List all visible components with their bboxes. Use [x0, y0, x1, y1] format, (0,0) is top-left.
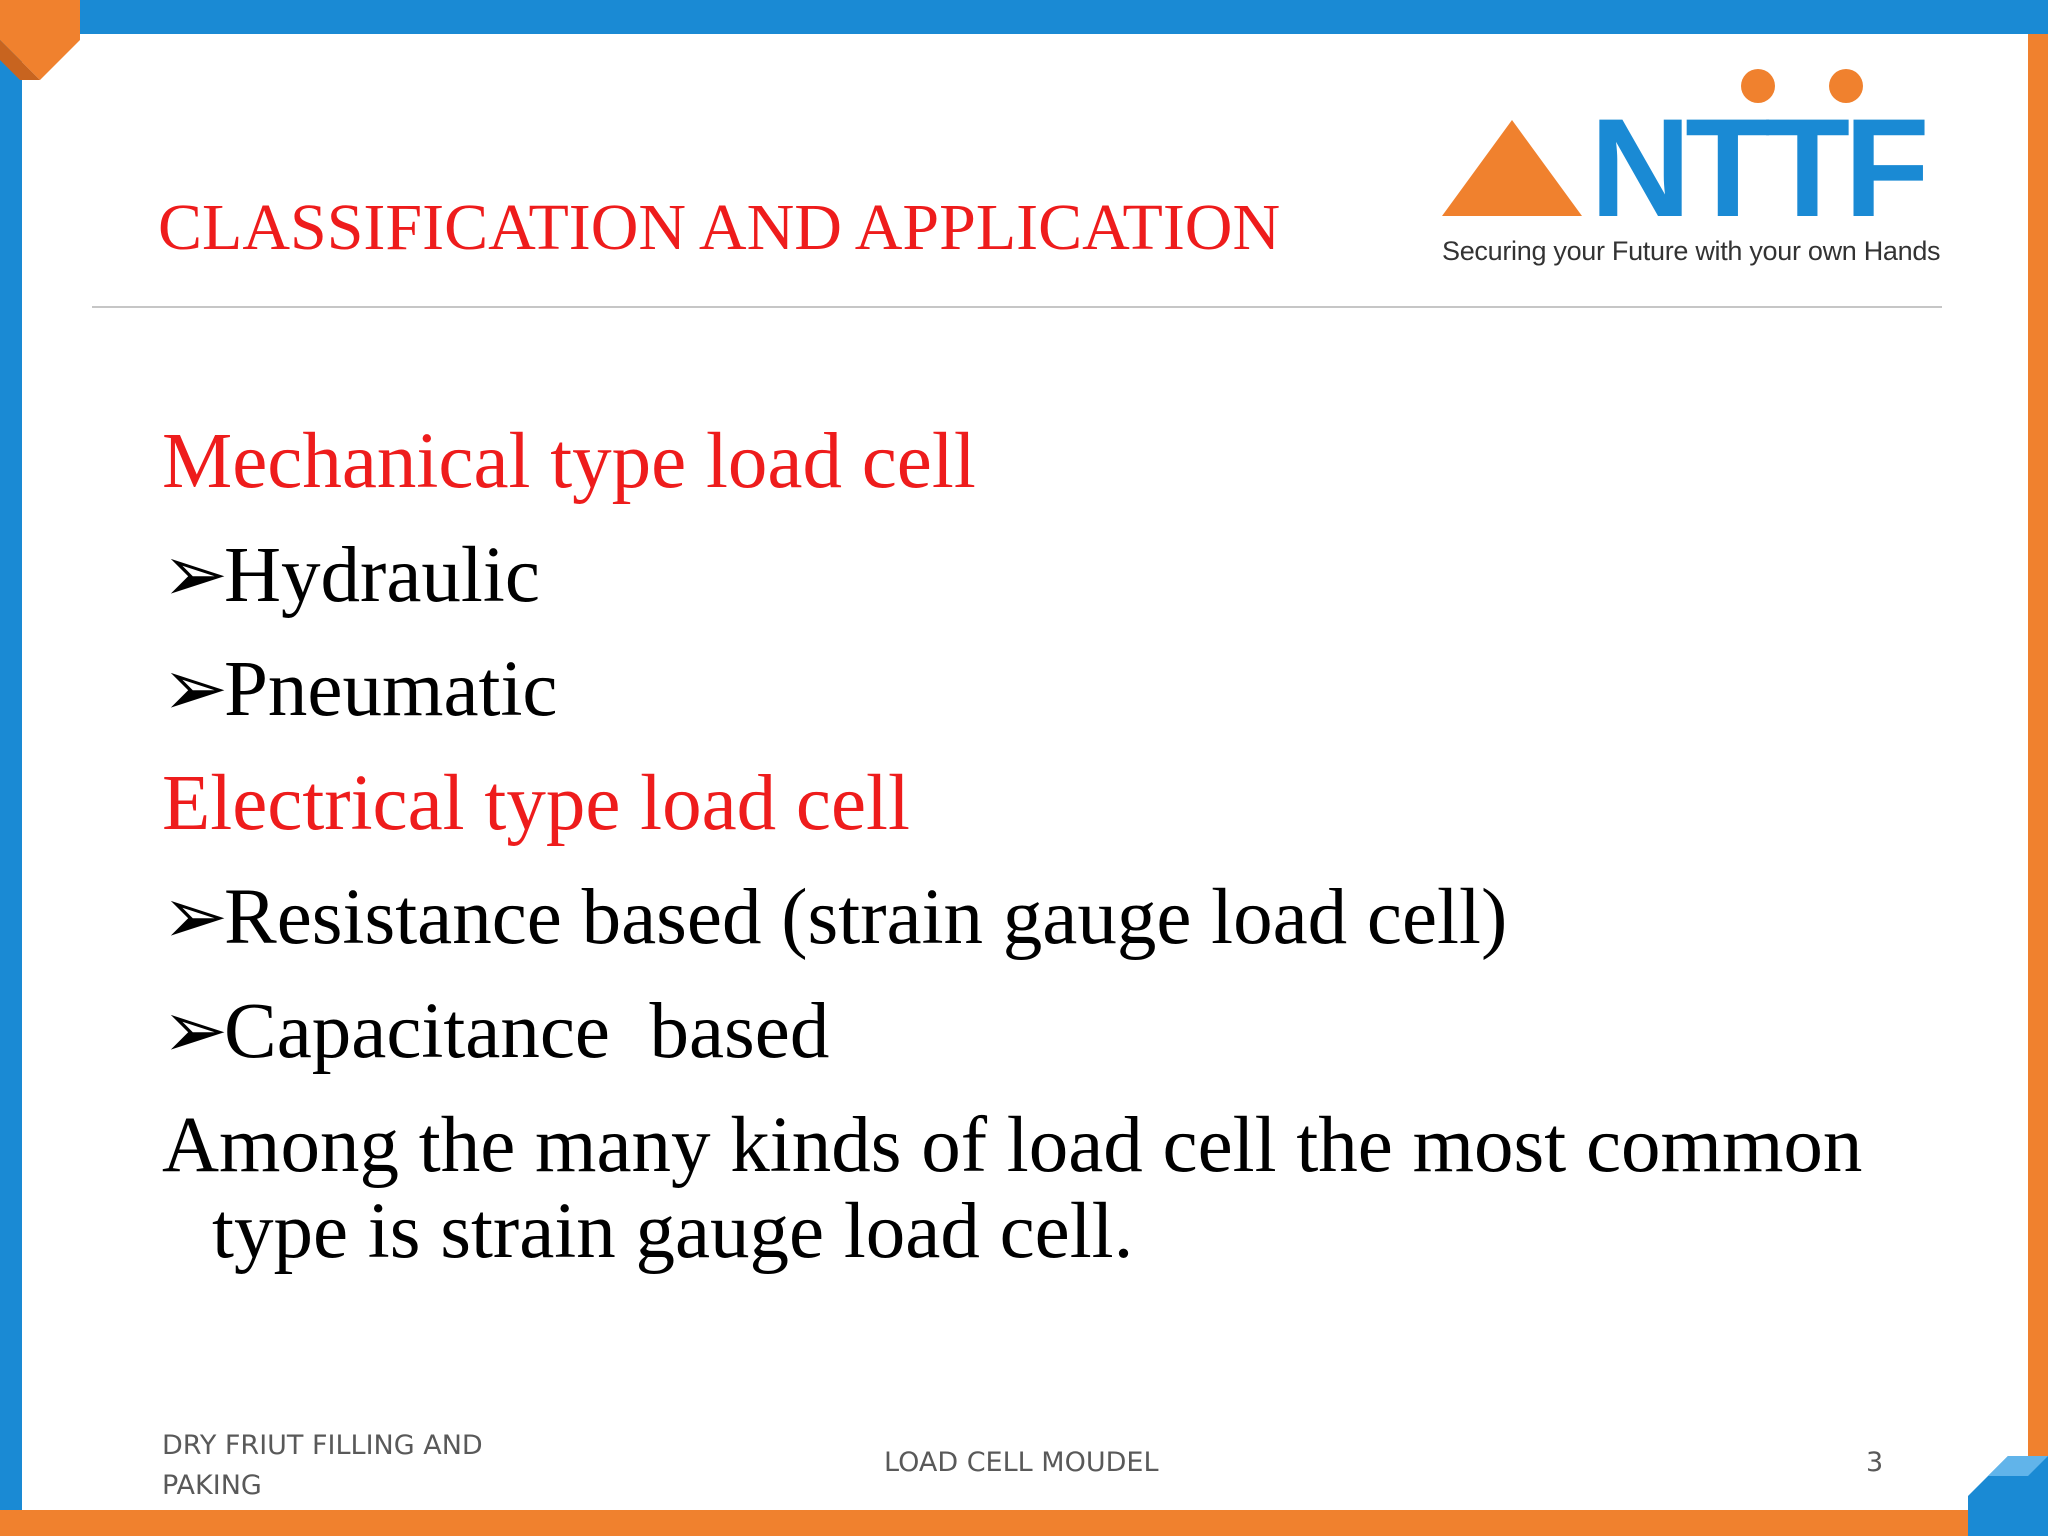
item-hydraulic: Hydraulic	[224, 532, 540, 619]
frame-bottom-bar	[0, 1510, 2048, 1536]
summary-paragraph	[162, 1103, 1962, 1275]
summary-line-2: type is strain gauge load cell.	[212, 1188, 1134, 1275]
title-divider	[92, 306, 1942, 308]
footer-left-text: DRY FRIUT FILLING AND PAKING	[162, 1430, 483, 1501]
footer-center-text: LOAD CELL MOUDEL	[884, 1447, 1159, 1478]
item-pneumatic: Pneumatic	[224, 646, 558, 733]
list-item	[162, 633, 1962, 747]
corner-fold-bottom-right	[1968, 1456, 2048, 1536]
arrowhead-bullet-icon: ➢	[162, 646, 229, 733]
arrowhead-bullet-icon: ➢	[162, 874, 229, 961]
item-resistance: Resistance based (strain gauge load cell)	[224, 874, 1508, 961]
item-capacitance: Capacitance based	[224, 988, 830, 1075]
corner-fold-top-left	[0, 0, 84, 84]
frame-left-bar	[0, 0, 22, 1536]
heading-electrical: Electrical type load cell	[162, 760, 910, 847]
frame-top-bar	[0, 0, 2048, 34]
frame-right-bar	[2028, 34, 2048, 1536]
summary-line-1: Among the many kinds of load cell the most common	[162, 1102, 1863, 1189]
list-item	[162, 519, 1962, 633]
list-item	[162, 861, 1962, 975]
page-number: 3	[1866, 1447, 1884, 1478]
slide-title: CLASSIFICATION AND APPLICATION	[158, 191, 1281, 264]
arrowhead-bullet-icon: ➢	[162, 532, 229, 619]
logo-tagline: Securing your Future with your own Hands	[1442, 236, 1941, 266]
heading-mechanical: Mechanical type load cell	[162, 418, 976, 505]
logo-wordmark: NTTF	[1590, 89, 1924, 246]
logo-triangle-icon	[1442, 120, 1582, 216]
arrowhead-bullet-icon: ➢	[162, 988, 229, 1075]
slide-body	[162, 405, 1962, 1275]
list-item	[162, 975, 1962, 1089]
